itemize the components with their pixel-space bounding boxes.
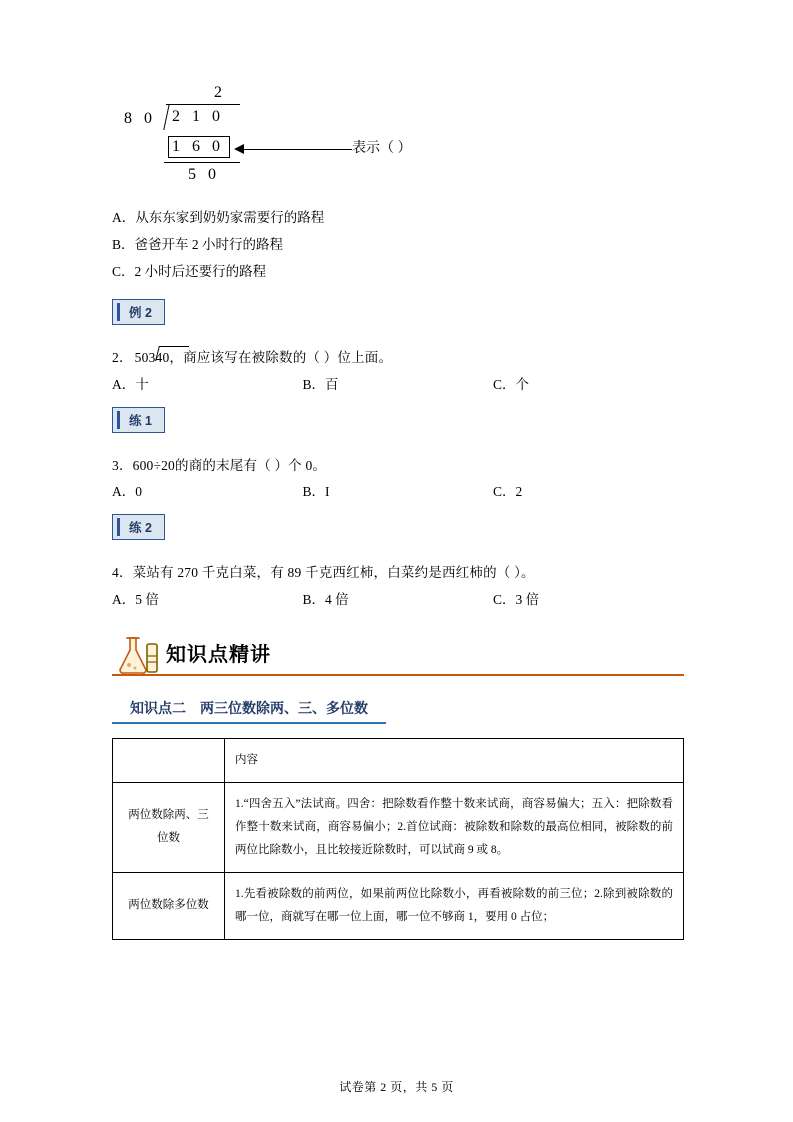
q1-option-c: C．2 小时后还要行的路程 (112, 264, 267, 279)
q2-option-b: B．百 (302, 376, 339, 392)
question-3: 3．600÷20的商的末尾有（ ）个 0。 (112, 457, 327, 473)
flask-icon (116, 634, 164, 674)
division-bracket-icon (163, 104, 170, 130)
page-content (112, 84, 684, 940)
section-title: 知识点精讲 (166, 643, 271, 666)
section-header (112, 634, 684, 680)
row1-label: 两位数除两、三位数 (113, 782, 225, 872)
q2-number: 2． (112, 350, 133, 365)
badge-practice-1: 练 1 (112, 407, 165, 433)
header-col1 (113, 738, 225, 782)
q2-text: ，商应该写在被除数的（ ）位上面。 (169, 350, 393, 365)
row1-content: 1.“四舍五入”法试商。四舍：把除数看作整十数来试商，商容易偏大；五入：把除数看作整十数来试商，商容易偏小；2.首位试商：被除数和除数的最高位相同，被除数的前两位比除数小，且比较接近除数时，可以试商 9 或 8。 (225, 782, 684, 872)
q2-divisor: 50 (134, 350, 149, 365)
q2-options (112, 373, 684, 393)
division-quotient: 2 (214, 84, 226, 101)
question-4: 4．菜站有 270 千克白菜，有 89 千克西红柿，白菜约是西红柿的（ ）。 (112, 565, 535, 581)
row2-content: 1.先看被除数的前两位，如果前两位比除数小，再看被除数的前三位；2.除到被除数的哪一位，商就写在哪一位上面，哪一位不够商 1，要用 0 占位； (225, 872, 684, 939)
row2-label: 两位数除多位数 (113, 872, 225, 939)
q4-option-a: A．5 倍 (112, 591, 159, 607)
q3-option-b: B．I (302, 484, 330, 500)
division-overbar (166, 104, 240, 105)
q2-mini-division (133, 345, 170, 371)
q4-option-b: B．4 倍 (302, 591, 349, 607)
q3-options (112, 480, 684, 500)
q3-option-a: A．0 (112, 484, 142, 500)
division-subtrahend-box: 1 6 0 (168, 136, 230, 158)
page-footer: 试卷第 2 页，共 5 页 (339, 1080, 454, 1094)
q4-options (112, 588, 684, 608)
division-divisor: 8 0 (124, 110, 156, 127)
division-remainder: 5 0 (188, 166, 220, 183)
leftward-arrow-icon (234, 144, 352, 156)
division-underline (164, 162, 240, 163)
question-2 (112, 345, 684, 371)
arrow-label: 表示（ ） (352, 141, 412, 156)
header-col2: 内容 (225, 738, 684, 782)
badge-practice-2: 练 2 (112, 514, 165, 540)
badge-example-2: 例 2 (112, 299, 165, 325)
q2-option-c: C．个 (492, 376, 529, 392)
table-header-row (113, 738, 684, 782)
q1-option-a: A．从东东家到奶奶家需要行的路程 (112, 210, 325, 225)
long-division-figure (112, 84, 684, 204)
table-row (113, 872, 684, 939)
q3-option-c: C．2 (492, 484, 523, 500)
q4-option-c: C．3 倍 (492, 591, 540, 607)
table-row (113, 782, 684, 872)
knowledge-point-label: 知识点二 两三位数除两、三、多位数 (112, 698, 386, 724)
q2-dividend: 340 (148, 350, 170, 365)
knowledge-table (112, 738, 684, 940)
section-divider (112, 674, 684, 676)
division-dividend: 2 1 0 (172, 108, 224, 125)
q1-option-b: B．爸爸开车 2 小时行的路程 (112, 237, 284, 252)
q2-option-a: A．十 (112, 376, 149, 392)
